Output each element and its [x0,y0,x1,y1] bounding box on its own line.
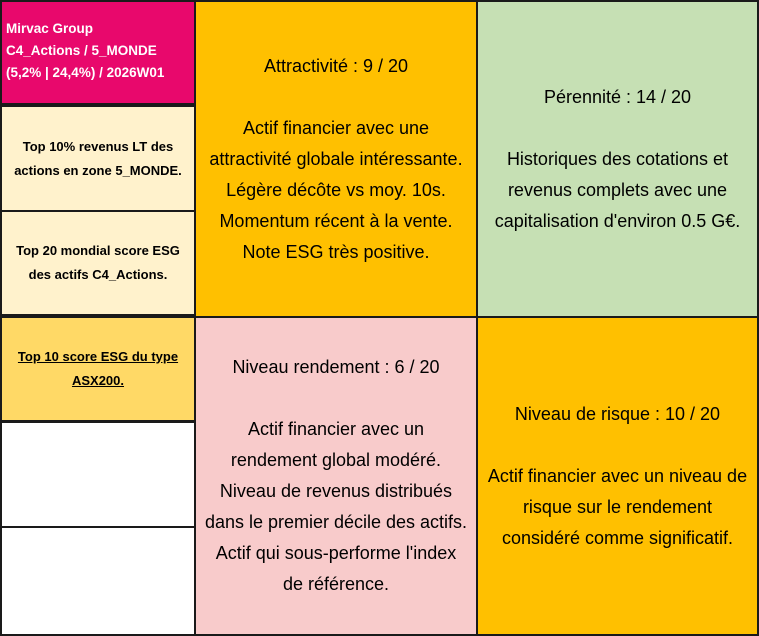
risque-line: risque sur le rendement [522,496,713,517]
empty-cell [0,421,196,528]
empty-cell [0,526,196,636]
badge-line: Top 10% revenus LT des [22,138,174,154]
perennite-line: capitalisation d'environ 0.5 G€. [494,210,741,231]
risque-line: Actif financier avec un niveau de [487,465,748,486]
title-card [0,0,196,105]
rendement-line: dans le premier décile des actifs. [204,512,468,532]
attractivite-line: attractivité globale intéressante. [209,148,463,169]
perennite-panel [476,0,759,318]
attractivite-line: Note ESG très positive. [242,241,430,262]
rendement-title: Niveau rendement : 6 / 20 [232,357,440,377]
badge-top-esg-asx200[interactable] [0,316,196,422]
perennite-line: revenus complets avec une [507,179,728,200]
perennite-line: Historiques des cotations et [506,148,729,169]
rendement-line: Actif qui sous-performe l'index [215,543,457,563]
rendement-line: rendement global modéré. [230,450,442,470]
attractivite-line: Momentum récent à la vente. [219,210,453,231]
rendement-line: Niveau de revenus distribués [219,481,453,501]
risque-panel [476,316,759,636]
risque-title: Niveau de risque : 10 / 20 [514,403,721,424]
badge-top-revenus [0,105,196,212]
badge-line: actions en zone 5_MONDE. [14,162,182,178]
attractivite-line: Légère décôte vs moy. 10s. [226,179,446,200]
badge-link-line[interactable]: Top 10 score ESG du type [17,349,179,364]
rendement-line: de référence. [282,574,390,594]
badge-line: des actifs C4_Actions. [28,267,168,282]
attractivite-title: Attractivité : 9 / 20 [263,55,409,76]
risque-line: considéré comme significatif. [501,527,734,548]
asset-name: Mirvac Group [6,21,94,36]
rendement-panel [194,316,478,636]
attractivite-line: Actif financier avec une [242,117,430,138]
badge-link-line[interactable]: ASX200. [71,373,125,388]
badge-line: Top 20 mondial score ESG [16,243,180,258]
asset-category: C4_Actions / 5_MONDE [6,43,157,58]
asset-stats: (5,2% | 24,4%) / 2026W01 [6,65,165,80]
rendement-line: Actif financier avec un [247,419,425,439]
perennite-title: Pérennité : 14 / 20 [543,86,692,107]
attractivite-panel [194,0,478,318]
badge-top-esg-mondial [0,210,196,316]
